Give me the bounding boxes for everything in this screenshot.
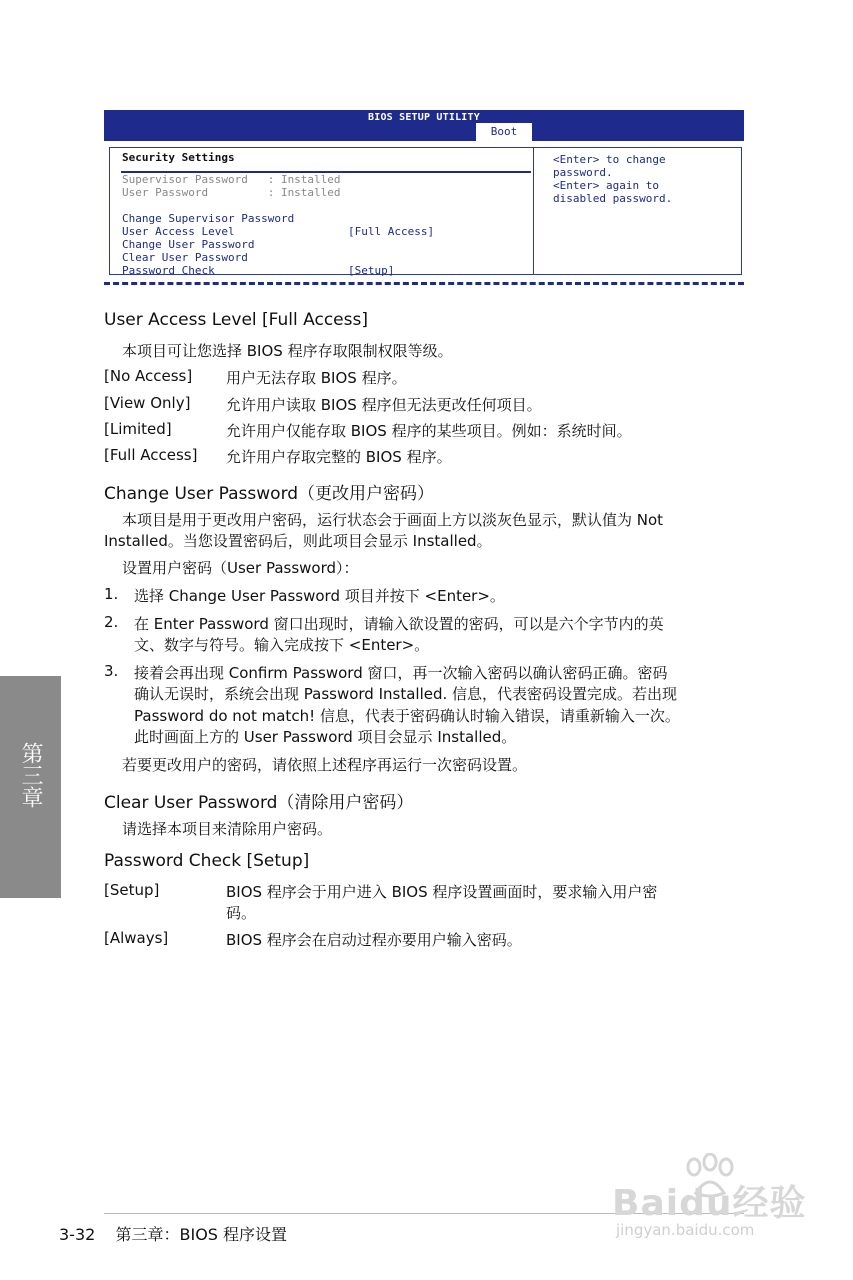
step-number: 3. [104, 662, 119, 680]
bios-item-user-access-level: User Access Level [122, 225, 235, 238]
step-text: 此时画面上方的 User Password 项目会显示 Installed。 [134, 728, 517, 746]
option-desc: 允许用户存取完整的 BIOS 程序。 [226, 448, 452, 466]
option-tag: [No Access] [104, 367, 193, 385]
step-number: 1. [104, 585, 119, 603]
bios-body [104, 141, 744, 281]
step-text: 选择 Change User Password 项目并按下 <Enter>。 [134, 587, 505, 605]
heading-change-user-password: Change User Password（更改用户密码） [104, 484, 435, 504]
chapter-side-label: 第三章 [18, 742, 43, 808]
footer [59, 1222, 287, 1245]
bios-item-change-supervisor: Change Supervisor Password [122, 212, 295, 225]
change-user-closing: 若要更改用户的密码，请依照上述程序再运行一次密码设置。 [122, 756, 528, 774]
bios-screenshot [104, 110, 744, 285]
user-access-intro: 本项目可让您选择 BIOS 程序存取限制权限等级。 [122, 342, 453, 360]
heading-user-access-level: User Access Level [Full Access] [104, 310, 368, 330]
option-desc: BIOS 程序会于用户进入 BIOS 程序设置画面时，要求输入用户密 [226, 883, 658, 901]
option-tag: [Full Access] [104, 446, 198, 464]
watermark [612, 1153, 807, 1249]
footer-title: 第三章：BIOS 程序设置 [115, 1225, 288, 1244]
option-tag: [Limited] [104, 420, 172, 438]
option-desc: 用户无法存取 BIOS 程序。 [226, 369, 407, 387]
option-desc: 允许用户读取 BIOS 程序但无法更改任何项目。 [226, 396, 542, 414]
step-text: 接着会再出现 Confirm Password 窗口，再一次输入密码以确认密码正确。密码 [134, 664, 668, 682]
bios-help-line: disabled password. [553, 192, 673, 205]
step-text: Password do not match! 信息，代表于密码确认时输入错误，请重新输入一次。 [134, 707, 680, 725]
bios-left-panel [109, 147, 534, 275]
bios-tab-boot: Boot [476, 123, 532, 141]
bios-item-clear-user: Clear User Password [122, 251, 248, 264]
bios-section-title: Security Settings [122, 151, 235, 164]
bios-title: BIOS SETUP UTILITY [368, 112, 480, 123]
step-text: 文、数字与符号。输入完成按下 <Enter>。 [134, 636, 430, 654]
bios-help-line: <Enter> again to [553, 179, 659, 192]
page-number: 3-32 [59, 1225, 96, 1244]
bios-item-change-user: Change User Password [122, 238, 255, 251]
change-user-paragraph-line: 本项目是用于更改用户密码，运行状态会于画面上方以淡灰色显示，默认值为 Not [122, 511, 664, 529]
bios-supervisor-status: Supervisor Password : Installed [122, 173, 341, 186]
bios-item-password-check: Password Check [122, 264, 215, 277]
bios-user-status: User Password : Installed [122, 186, 341, 199]
option-desc: 码。 [226, 904, 257, 922]
bios-title-bar [104, 110, 744, 141]
step-number: 2. [104, 613, 119, 631]
bios-item-user-access-value: [Full Access] [348, 225, 435, 238]
watermark-logo: Baidu经验 [612, 1183, 807, 1224]
watermark-url: jingyan.baidu.com [616, 1221, 755, 1239]
option-desc: 允许用户仅能存取 BIOS 程序的某些项目。例如：系统时间。 [226, 422, 632, 440]
clear-user-text: 请选择本项目来清除用户密码。 [122, 820, 333, 838]
option-tag: [Always] [104, 929, 169, 947]
step-text: 确认无误时，系统会出现 Password Installed. 信息，代表密码设置完成。若出现 [134, 685, 678, 703]
bios-help-panel [533, 147, 742, 275]
bios-bottom-dashed-rule [104, 282, 744, 285]
change-user-paragraph-line: Installed。当您设置密码后，则此项目会显示 Installed。 [104, 532, 492, 550]
option-desc: BIOS 程序会在启动过程亦要用户输入密码。 [226, 931, 522, 949]
option-tag: [View Only] [104, 394, 191, 412]
heading-clear-user-password: Clear User Password（清除用户密码） [104, 793, 414, 813]
bios-help-line: password. [553, 166, 613, 179]
option-tag: [Setup] [104, 881, 160, 899]
bios-item-password-check-value: [Setup] [348, 264, 395, 277]
step-text: 在 Enter Password 窗口出现时，请输入欲设置的密码，可以是六个字节内的英 [134, 615, 664, 633]
bios-help-line: <Enter> to change [553, 153, 666, 166]
heading-password-check: Password Check [Setup] [104, 851, 310, 871]
setup-password-intro: 设置用户密码（User Password）： [122, 559, 359, 577]
